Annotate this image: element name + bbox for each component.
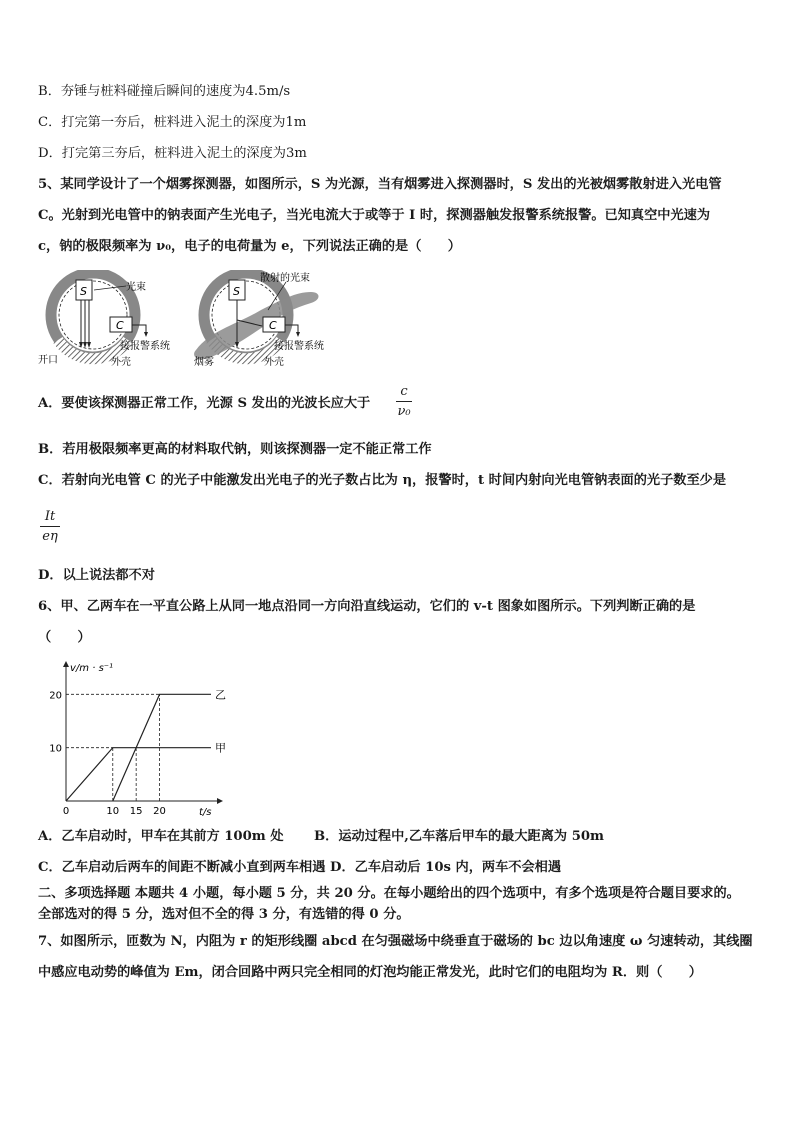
q5c-fraction-den: eη [42,529,58,544]
q6-option-b: B．运动过程中,乙车落后甲车的最大距离为 50m [314,829,605,844]
q6-option-a: A．乙车启动时，甲车在其前方 100m 处 [38,829,284,844]
q5-stem-line2: C。光射到光电管中的钠表面产生光电子，当光电流大于或等于 I 时，探测器触发报警系统报警。已知真空中光速为 [38,208,711,223]
y-axis-label: v/m · s⁻¹ [70,663,114,674]
x-tick-label: 20 [153,806,166,817]
q6-stem-line1: 6、甲、乙两车在一平直公路上从同一地点沿同一方向沿直线运动，它们的 v-t 图象如图所示。下列判断正确的是 [38,599,696,614]
y-axis-arrow [63,661,69,667]
q5-option-a: A．要使该探测器正常工作，光源 S 发出的光波长应大于 [38,396,371,411]
q5-option-d: D．以上说法都不对 [38,568,155,583]
q5a-fraction-num: c [400,384,408,399]
q5c-fraction-num: It [44,509,56,524]
section2-header-line1: 二、多项选择题 本题共 4 小题，每小题 5 分，共 20 分。在每小题给出的四个选项中，有多个选项是符合题目要求的。 [38,886,740,901]
x-axis-arrow [217,798,223,804]
q6-stem-line2: （ ） [38,630,91,645]
q6-option-cd: C．乙车启动后两车的间距不断减小直到两车相遇 D．乙车启动后 10s 内，两车不会相遇 [38,860,562,875]
q4-option-c: C．打完第一夯后，桩料进入泥土的深度为1m [38,115,307,130]
q5-stem-line1: 5、某同学设计了一个烟雾探测器，如图所示，S 为光源，当有烟雾进入探测器时，S 发出的光被烟雾散射进入光电管 [38,177,722,192]
left-alarm-label: 接报警系统 [120,341,170,352]
series-label: 乙 [215,688,226,702]
left-beam-label: 光束 [126,282,146,293]
q5-stem-line3: c，钠的极限频率为 ν₀，电子的电荷量为 e，下列说法正确的是（ ） [38,239,461,254]
left-c-label: C [116,319,124,332]
left-opening-label: 开口 [38,355,58,366]
right-s-label: S [233,285,240,298]
right-c-label: C [269,319,277,332]
y-tick-label: 10 [49,743,62,755]
q4-option-b: B．夯锤与桩料碰撞后瞬间的速度为4.5m/s [38,84,291,99]
q5-option-b: B．若用极限频率更高的材料取代钠，则该探测器一定不能正常工作 [38,442,432,457]
series-line [66,748,211,801]
detector-right [194,271,324,368]
left-s-label: S [80,285,87,298]
q5a-fraction [396,384,412,419]
right-smoke-label: 烟雾 [194,357,214,368]
q7-stem-line1: 7、如图所示，匝数为 N，内阻为 r 的矩形线圈 abcd 在匀强磁场中绕垂直于磁场的 bc 边以角速度 ω 匀速转动，其线圈 [38,934,753,949]
q5c-fraction [40,509,60,544]
smoke-detector-figure [36,270,366,376]
detector-left [38,273,170,368]
q5a-fraction-den: ν₀ [397,404,411,419]
right-beam-label: 散射的光束 [260,273,310,284]
right-shell-label: 外壳 [264,357,284,368]
x-tick-label: 0 [62,806,70,817]
left-shell-label: 外壳 [111,357,131,368]
q4-option-d: D．打完第三夯后，桩料进入泥土的深度为3m [38,146,307,161]
x-tick-label: 15 [129,806,143,817]
right-alarm-label: 接报警系统 [274,341,324,352]
x-axis-label: t/s [199,807,212,817]
q7-stem-line2: 中感应电动势的峰值为 Em，闭合回路中两只完全相同的灯泡均能正常发光，此时它们的电阻均为 R．则（ ） [38,965,702,980]
x-tick-label: 10 [106,806,120,817]
q5-option-c: C．若射向光电管 C 的光子中能激发出光电子的光子数占比为 η，报警时，t 时间内射向光电管钠表面的光子数至少是 [38,473,727,488]
vt-chart [40,655,230,817]
y-tick-label: 20 [49,690,62,702]
section2-header-line2: 全部选对的得 5 分，选对但不全的得 3 分，有选错的得 0 分。 [38,907,410,922]
series-label: 甲 [215,741,226,755]
